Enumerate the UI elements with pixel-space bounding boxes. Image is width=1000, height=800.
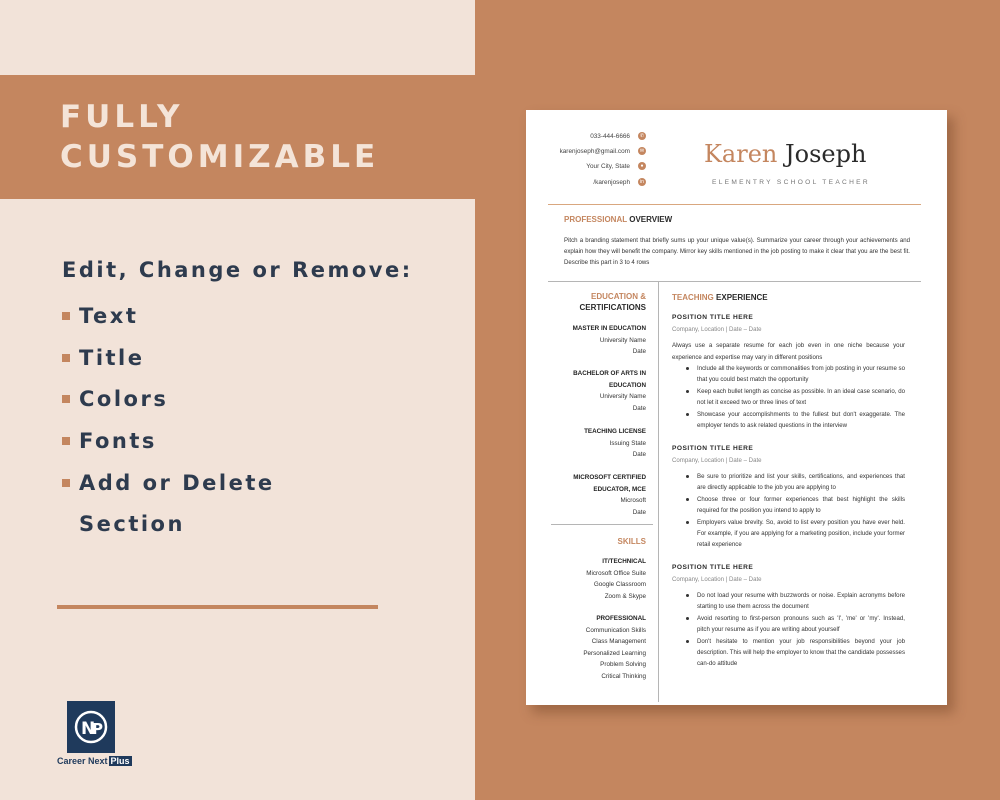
experience-heading: TEACHING EXPERIENCE	[672, 293, 768, 302]
feature-item	[62, 503, 275, 545]
header-divider	[548, 204, 921, 205]
svg-text:P: P	[92, 720, 103, 738]
position-subtitle: Company, Location | Date – Date	[672, 326, 762, 333]
skills-heading: SKILLS	[617, 537, 646, 546]
list-item: Keep each bullet length as concise as possible. In an ideal case scenario, do not let it exceed two or three lines of text	[697, 386, 905, 409]
contact-email: karenjoseph@gmail.com ✉	[559, 147, 645, 155]
skills-professional: PROFESSIONAL Communication Skills Class Management Personalized Learning Problem Solving Critical Thinking	[583, 615, 646, 680]
position-title: POSITION TITLE HERE	[672, 564, 754, 571]
column-divider	[658, 281, 659, 702]
customizable-banner	[0, 75, 475, 199]
skills-technical: IT/TECHNICAL Microsoft Office Suite Google Classroom Zoom & Skype	[586, 558, 646, 600]
position-title: POSITION TITLE HERE	[672, 445, 754, 452]
square-bullet-icon	[62, 437, 70, 445]
education-entry: TEACHING LICENSE Issuing State Date	[584, 428, 646, 458]
contact-handle: /karenjoseph in	[593, 178, 646, 186]
feature-label: Add or Delete	[79, 470, 275, 495]
position-intro: Always use a separate resume for each job even in one niche because your experience and expertise may vary in different positions	[672, 342, 905, 361]
square-bullet-icon	[62, 479, 70, 487]
square-bullet-icon	[62, 395, 70, 403]
email-icon: ✉	[639, 148, 645, 154]
education-entry: MASTER IN EDUCATION University Name Date	[572, 325, 646, 355]
feature-item	[62, 378, 275, 420]
feature-item	[62, 295, 275, 337]
education-entry: BACHELOR OF ARTS IN EDUCATION University Name Date	[573, 370, 646, 412]
education-heading-accent: EDUCATION &	[591, 292, 646, 301]
overview-divider	[548, 281, 921, 282]
contact-location: Your City, State ●	[586, 162, 646, 170]
overview-text: Pitch a branding statement that briefly sums up your unique value(s). Summarize your career through your achievements and explain how they will benefit the company. Mirror key skills mentioned in the job posting to make it clear that you are the best fit. Describe this part in 3 to 4 rows	[564, 237, 910, 266]
position-title: POSITION TITLE HERE	[672, 314, 754, 321]
linkedin-icon: in	[638, 178, 646, 186]
education-entry: MICROSOFT CERTIFIED EDUCATOR, MCE Microsoft Date	[573, 474, 646, 516]
left-divider	[57, 605, 378, 609]
position-bullets	[697, 590, 905, 670]
edit-heading: Edit, Change or Remove:	[62, 258, 413, 282]
list-item: Employers value brevity. So, avoid to list every position you have ever held. For example, if you are applying for a marketing position, include your former retail experience	[697, 517, 905, 551]
first-name: Karen	[704, 140, 778, 168]
resume-name	[704, 140, 866, 168]
feature-label: Title	[79, 345, 145, 370]
education-heading-main: CERTIFICATIONS	[579, 303, 646, 312]
feature-list	[62, 295, 275, 545]
feature-item	[62, 420, 275, 462]
position-bullets	[697, 363, 905, 431]
location-icon: ●	[638, 162, 646, 170]
banner-line-1: FULLY	[60, 99, 184, 135]
feature-label: Section	[79, 512, 185, 537]
phone-icon: ✆	[639, 133, 645, 139]
svg-text:N: N	[81, 719, 96, 739]
logo-plus-text: Plus	[110, 756, 130, 766]
resume-page	[526, 110, 947, 705]
contact-phone: 033-444-6666 ✆	[590, 132, 645, 140]
skills-divider	[551, 524, 653, 525]
feature-label: Text	[79, 303, 139, 328]
last-name: Joseph	[785, 140, 867, 168]
feature-label: Fonts	[79, 428, 157, 453]
list-item: Don't hesitate to mention your job responsibilities beyond your job description. This will help the employer to know that the candidate possesses can-do attitude	[697, 636, 905, 670]
list-item: Choose three or four former experiences that best highlight the skills required for the position you intend to apply to	[697, 494, 905, 517]
logo-brand-text: Career Next	[57, 756, 108, 766]
list-item: Do not load your resume with buzzwords or noise. Explain acronyms before starting to use them across the document	[697, 590, 905, 613]
position-subtitle: Company, Location | Date – Date	[672, 576, 762, 583]
list-item: Be sure to prioritize and list your skills, certifications, and experiences that are directly applicable to the job you are applying to	[697, 471, 905, 494]
logo-caption	[57, 756, 132, 766]
list-item: Include all the keywords or commonalities from job posting in your resume so that you could best match the opportunity	[697, 363, 905, 386]
feature-item	[62, 337, 275, 379]
list-item: Avoid resorting to first-person pronouns such as 'I', 'me' or 'my'. Instead, pitch your resume as if you are writing about yourself	[697, 613, 905, 636]
career-next-plus-logo-icon	[67, 701, 115, 753]
square-bullet-icon	[62, 354, 70, 362]
overview-heading: PROFESSIONAL OVERVIEW	[564, 215, 673, 224]
list-item: Showcase your accomplishments to the fullest but don't exaggerate. The employer tends to ask related questions in the interview	[697, 409, 905, 432]
feature-label: Colors	[79, 387, 169, 412]
banner-line-2: CUSTOMIZABLE	[60, 139, 380, 175]
square-bullet-icon	[62, 312, 70, 320]
job-title: ELEMENTRY SCHOOL TEACHER	[712, 179, 870, 186]
feature-item	[62, 462, 275, 504]
position-bullets	[697, 471, 905, 551]
position-subtitle: Company, Location | Date – Date	[672, 457, 762, 464]
